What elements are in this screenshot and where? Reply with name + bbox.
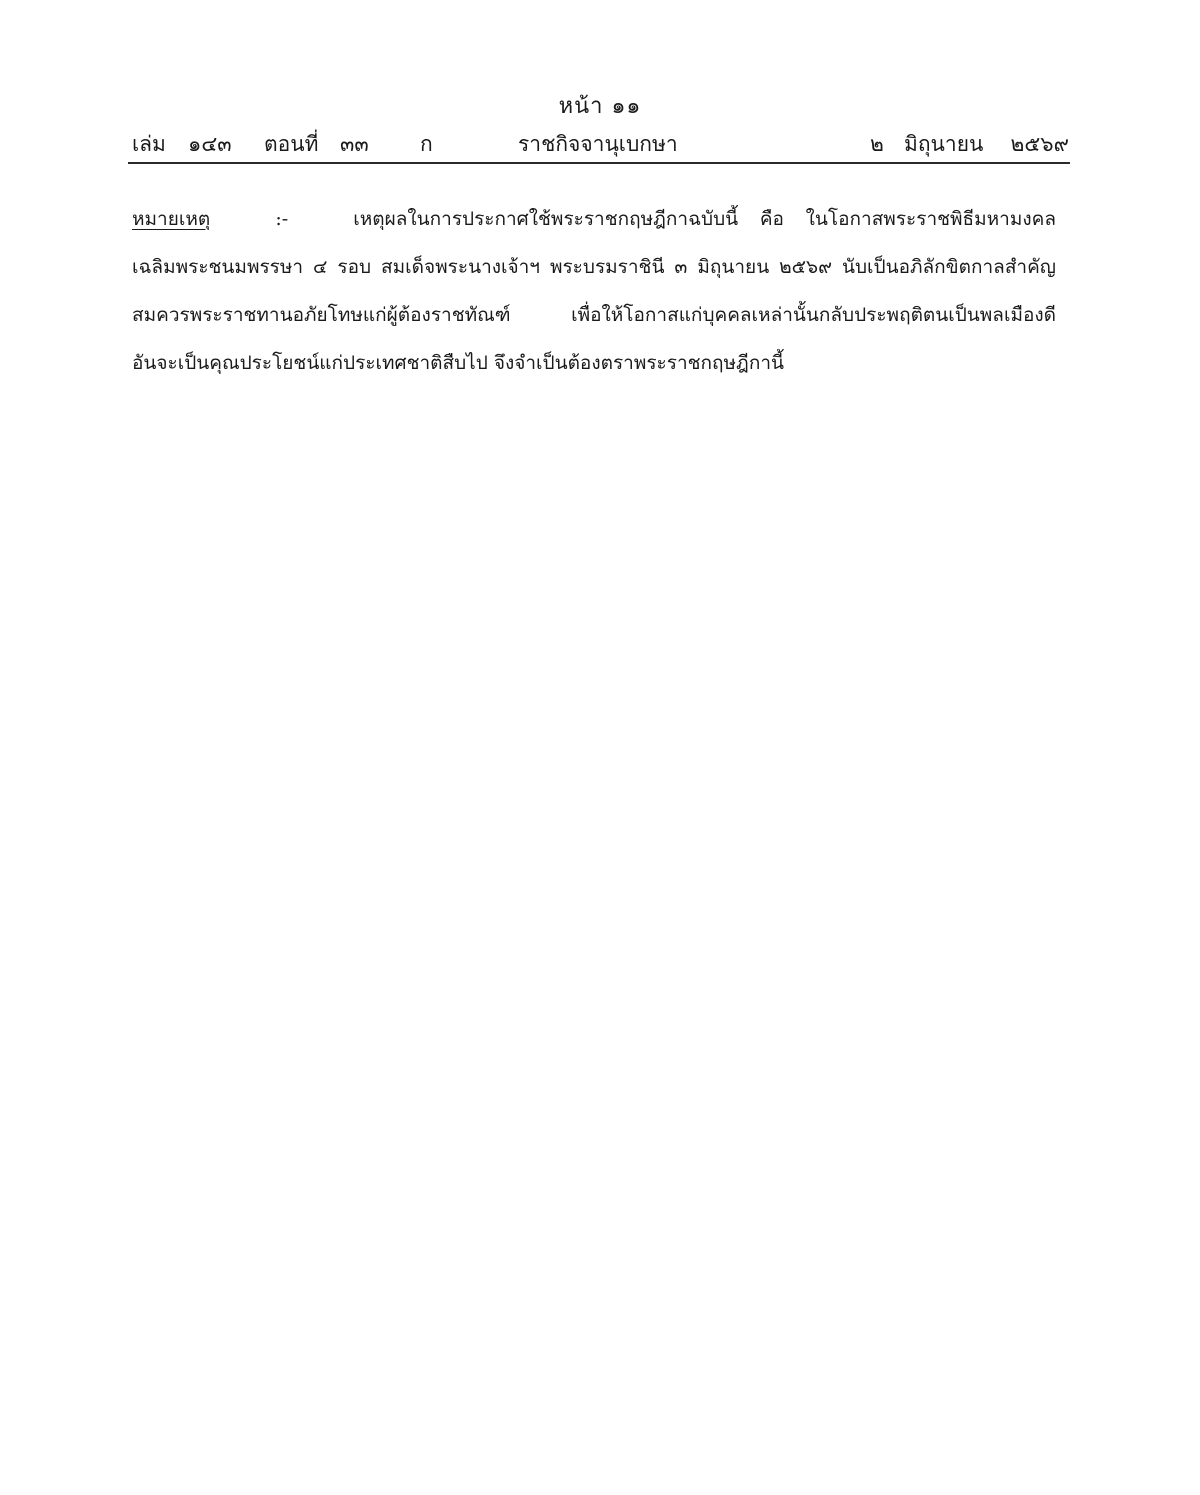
page-number: หน้า ๑๑: [558, 94, 642, 119]
date-day: ๒: [870, 132, 884, 156]
volume-number: ๑๔๓: [188, 132, 232, 156]
date-month: มิถุนายน: [904, 132, 984, 156]
note-separator: :-: [275, 208, 289, 230]
gazette-header: [132, 128, 1069, 160]
section-letter: ก: [420, 132, 433, 156]
header-divider: [128, 162, 1070, 164]
note-text: เหตุผลในการประกาศใช้พระราชกฤษฎีกาฉบับนี้ คือ ในโอกาสพระราชพิธีมหามงคล: [353, 208, 1056, 230]
note-line: อันจะเป็นคุณประโยชน์แก่ประเทศชาติสืบไป จึงจำเป็นต้องตราพระราชกฤษฎีกานี้: [132, 352, 784, 374]
note-line: เฉลิมพระชนมพรรษา ๔ รอบ สมเด็จพระนางเจ้าฯ พระบรมราชินี ๓ มิถุนายน ๒๕๖๙ นับเป็นอภิลักขิตกาลสำคัญ: [132, 256, 1056, 278]
note-line: [132, 195, 1056, 243]
issue-label: ตอนที่: [264, 132, 319, 156]
date-year: ๒๕๖๙: [1010, 132, 1069, 156]
issue-number: ๓๓: [340, 132, 369, 156]
note-label: หมายเหตุ: [132, 208, 211, 230]
volume-label: เล่ม: [132, 132, 166, 156]
note-paragraph: [132, 195, 1056, 387]
note-line: สมควรพระราชทานอภัยโทษแก่ผู้ต้องราชทัณฑ์ เพื่อให้โอกาสแก่บุคคลเหล่านั้นกลับประพฤติตนเป็นพลเมืองดี: [132, 304, 1056, 326]
gazette-name: ราชกิจจานุเบกษา: [518, 132, 678, 156]
